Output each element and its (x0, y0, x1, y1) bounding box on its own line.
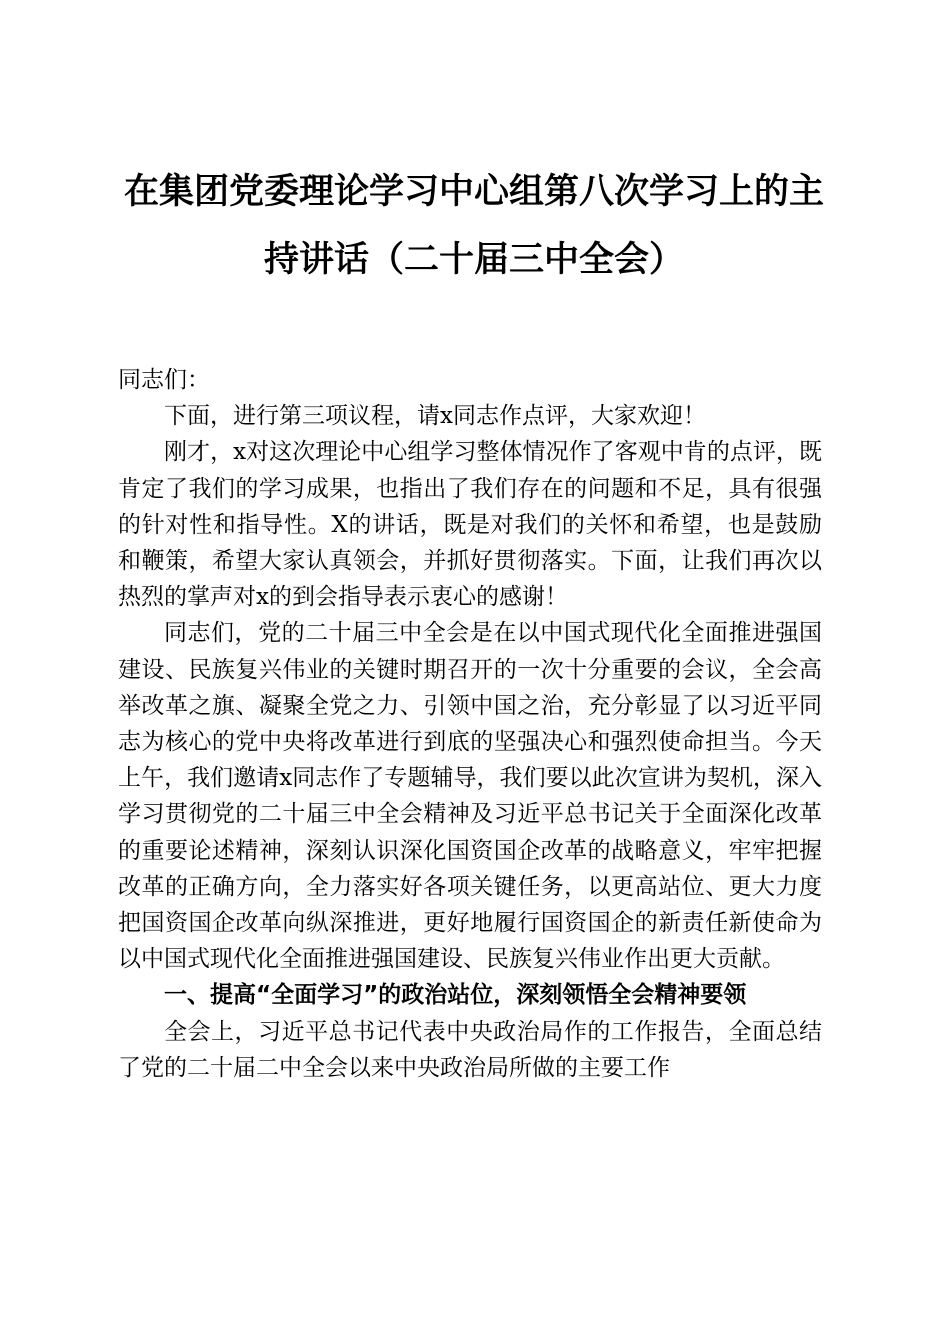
paragraph-thanks: 刚才，x对这次理论中心组学习整体情况作了客观中肯的点评，既肯定了我们的学习成果，也指出了我们存在的问题和不足，具有很强的针对性和指导性。X的讲话，既是对我们的关怀和希望，也是鼓励和鞭策，希望大家认真领会，并抓好贯彻落实。下面，让我们再次以热烈的掌声对x的到会指导表示衷心的感谢！ (118, 439, 822, 611)
document-title-line-1: 在集团党委理论学习中心组第八次学习上的主 (123, 172, 824, 212)
paragraph-agenda: 下面，进行第三项议程，请x同志作点评，大家欢迎！ (164, 403, 706, 430)
greeting: 同志们： (118, 367, 210, 393)
paragraph-plenum: 同志们，党的二十届三中全会是在以中国式现代化全面推进强国建设、民族复兴伟业的关键时期召开的一次十分重要的会议，全会高举改革之旗、凝聚全党之力、引领中国之治，充分彰显了以习近平同志为核心的党中央将改革进行到底的坚强决心和强烈使命担当。今天上午，我们邀请x同志作了专题辅导，我们要以此次宣讲为契机，深入学习贯彻党的二十届三中全会精神及习近平总书记关于全面深化改革的重要论述精神，深刻认识深化国资国企改革的战略意义，牢牢把握改革的正确方向，全力落实好各项关键任务，以更高站位、更大力度把国资国企改革向纵深推进，更好地履行国资国企的新责任新使命为以中国式现代化全面推进强国建设、民族复兴伟业作出更大贡献。 (118, 620, 822, 973)
document-title-line-2: 持讲话（二十届三中全会） (263, 240, 684, 280)
document-body (118, 362, 822, 1086)
section-heading-1: 一、提高“全面学习”的政治站位，深刻领悟全会精神要领 (164, 982, 747, 1009)
paragraph-section-1: 全会上，习近平总书记代表中央政治局作的工作报告，全面总结了党的二十届二中全会以来中央政治局所做的主要工作 (118, 1018, 822, 1081)
